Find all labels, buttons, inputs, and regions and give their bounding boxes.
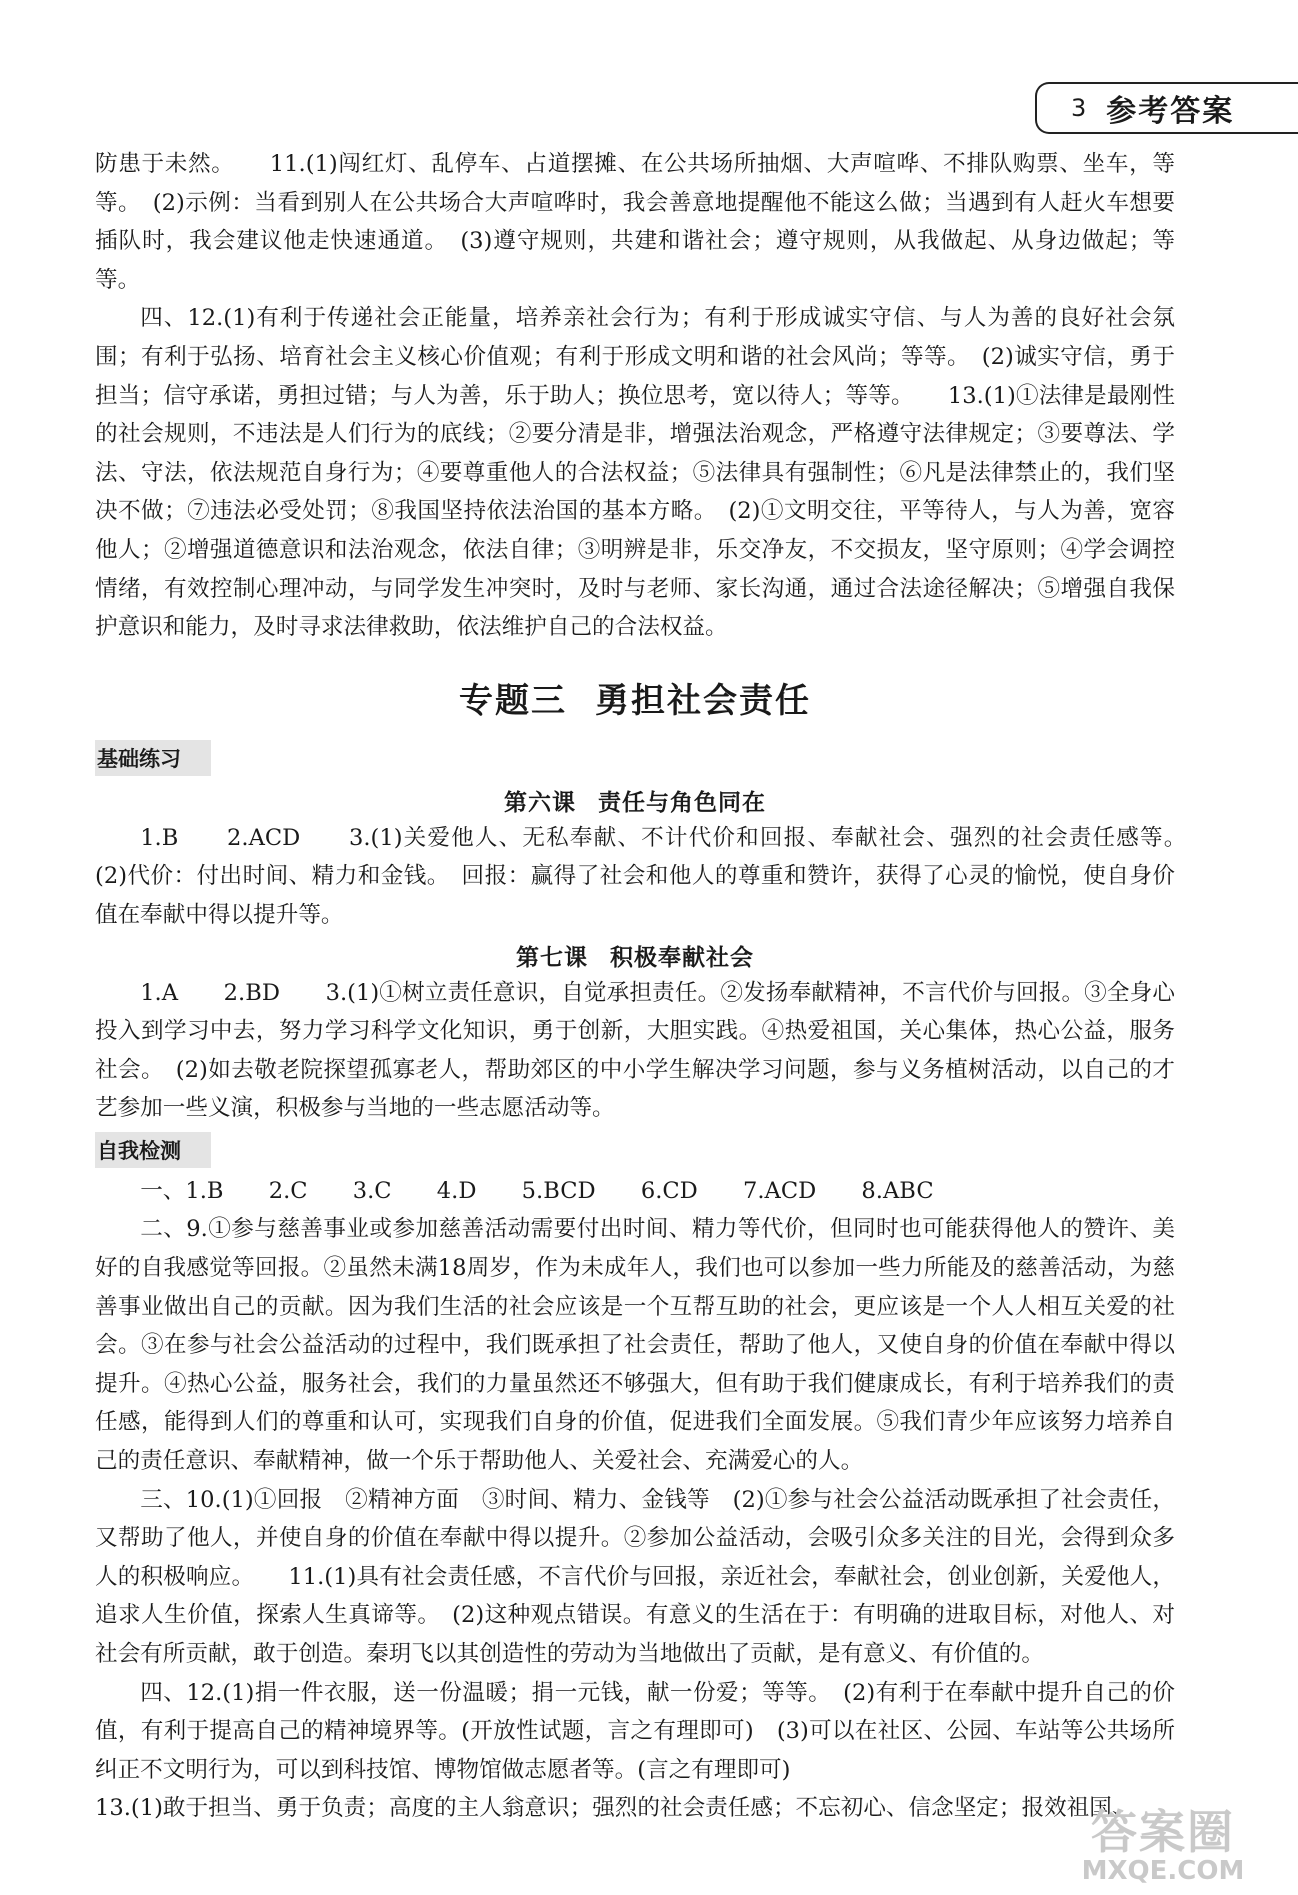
- topic-name: 勇担社会责任: [595, 680, 811, 721]
- lesson-6-answers: 1.B 2.ACD 3.(1)关爱他人、无私奉献、不计代价和回报、奉献社会、强烈的社会责任感等。 (2)代价：付出时间、精力和金钱。 回报：赢得了社会和他人的尊重和赞许，获得了心灵的愉悦，使自身价值在奉献中得以提升等。: [95, 824, 1198, 928]
- lesson-6-name: 责任与角色同在: [598, 789, 766, 816]
- watermark-logo: [1048, 1807, 1278, 1885]
- self-check-paragraph: 三、10.(1)①回报 ②精神方面 ③时间、精力、金钱等 (2)①参与社会公益活动既承担了社会责任，又帮助了他人，并使自身的价值在奉献中得以提升。②参加公益活动，会吸引众多关注的目光，会得到众多人的积极响应。 11.(1)具有社会责任感，不言代价与回报，亲近社会，奉献社会，创业创新，关爱他人，追求人生价值，探索人生真谛等。 (2)这种观点错误。有意义的生活在于：有明确的进取目标，对他人、对社会有所贡献，敢于创造。秦玥飞以其创造性的劳动为当地做出了贡献，是有意义、有价值的。: [95, 1486, 1175, 1667]
- topic-title: [95, 673, 1175, 722]
- intro-paragraph: 防患于未然。 11.(1)闯红灯、乱停车、占道摆摊、在公共场所抽烟、大声喧哗、不排队购票、坐车，等等。 (2)示例：当看到别人在公共场合大声喧哗时，我会善意地提醒他不能这么做；当遇到有人赶火车想要插队时，我会建议他走快速通道。 (3)遵守规则，共建和谐社会；遵守规则，从我做起、从身边做起；等等。: [95, 151, 1175, 293]
- header-section-title: 参考答案: [1106, 94, 1235, 129]
- self-check-paragraph: 二、9.①参与慈善事业或参加慈善活动需要付出时间、精力等代价，但同时也可能获得他人的赞许、美好的自我感觉等回报。②虽然未满18周岁，作为未成年人，我们也可以参加一些力所能及的慈善活动，为慈善事业做出自己的贡献。因为我们生活的社会应该是一个互帮互助的社会，更应该是一个人人相互关爱的社会。③在参与社会公益活动的过程中，我们既承担了社会责任，帮助了他人，又使自身的价值在奉献中得以提升。④热心公益，服务社会，我们的力量虽然还不够强大，但有助于我们健康成长，有利于培养我们的责任感，能得到人们的尊重和认可，实现我们自身的价值，促进我们全面发展。⑤我们青少年应该努力培养自己的责任意识、奉献精神，做一个乐于帮助他人、关爱社会、充满爱心的人。: [95, 1216, 1175, 1475]
- self-check-paragraph: 四、12.(1)捐一件衣服，送一份温暖；捐一元钱，献一份爱；等等。 (2)有利于在奉献中提升自己的价值，有利于提高自己的精神境界等。(开放性试题，言之有理即可) (3)可以在社区、公园、车站等公共场所纠正不文明行为，可以到科技馆、博物馆做志愿者等。(言之有理即可): [95, 1679, 1175, 1783]
- topic-label: 专题三: [459, 680, 567, 721]
- lesson-6-label: 第六课: [504, 789, 576, 816]
- self-check-tag: 自我检测: [95, 1132, 211, 1168]
- page-number: 3: [1071, 94, 1087, 122]
- page-header-tab: [1035, 82, 1298, 134]
- self-check-last-line: 13.(1)敢于担当、勇于负责；高度的主人翁意识；强烈的社会责任感；不忘初心、信念坚定；报效祖国、: [95, 1795, 1135, 1822]
- lesson-7-name: 积极奉献社会: [610, 944, 754, 971]
- self-check-paragraph: 一、1.B 2.C 3.C 4.D 5.BCD 6.CD 7.ACD 8.ABC: [140, 1177, 934, 1204]
- page-content: [95, 145, 1198, 1828]
- watermark-url: MXQE.COM: [1081, 1856, 1245, 1886]
- lesson-6-title: [95, 784, 1175, 817]
- lesson-7-answers: 1.A 2.BD 3.(1)①树立责任意识，自觉承担责任。②发扬奉献精神，不言代价与回报。③全身心投入到学习中去，努力学习科学文化知识，勇于创新，大胆实践。④热爱祖国，关心集体，热心公益，服务社会。 (2)如去敬老院探望孤寡老人，帮助郊区的中小学生解决学习问题，参与义务植树活动，以自己的才艺参加一些义演，积极参与当地的一些志愿活动等。: [95, 979, 1175, 1122]
- basic-practice-tag: 基础练习: [95, 740, 211, 776]
- lesson-7-title: [95, 939, 1175, 972]
- lesson-7-label: 第七课: [516, 944, 588, 971]
- watermark-text: 答案圈: [1091, 1805, 1235, 1859]
- intro-paragraph: 四、12.(1)有利于传递社会正能量，培养亲社会行为；有利于形成诚实守信、与人为善的良好社会氛围；有利于弘扬、培育社会主义核心价值观；有利于形成文明和谐的社会风尚；等等。 (2)诚实守信，勇于担当；信守承诺，勇担过错；与人为善，乐于助人；换位思考，宽以待人；等等。 13.(1)①法律是最刚性的社会规则，不违法是人们行为的底线；②要分清是非，增强法治观念，严格遵守法律规定；③要尊法、学法、守法，依法规范自身行为；④要尊重他人的合法权益；⑤法律具有强制性；⑥凡是法律禁止的，我们坚决不做；⑦违法必受处罚；⑧我国坚持依法治国的基本方略。 (2)①文明交往，平等待人，与人为善，宽容他人；②增强道德意识和法治观念，依法自律；③明辨是非，乐交净友，不交损友，坚守原则；④学会调控情绪，有效控制心理冲动，与同学发生冲突时，及时与老师、家长沟通，通过合法途径解决；⑤增强自我保护意识和能力，及时寻求法律救助，依法维护自己的合法权益。: [95, 305, 1175, 641]
